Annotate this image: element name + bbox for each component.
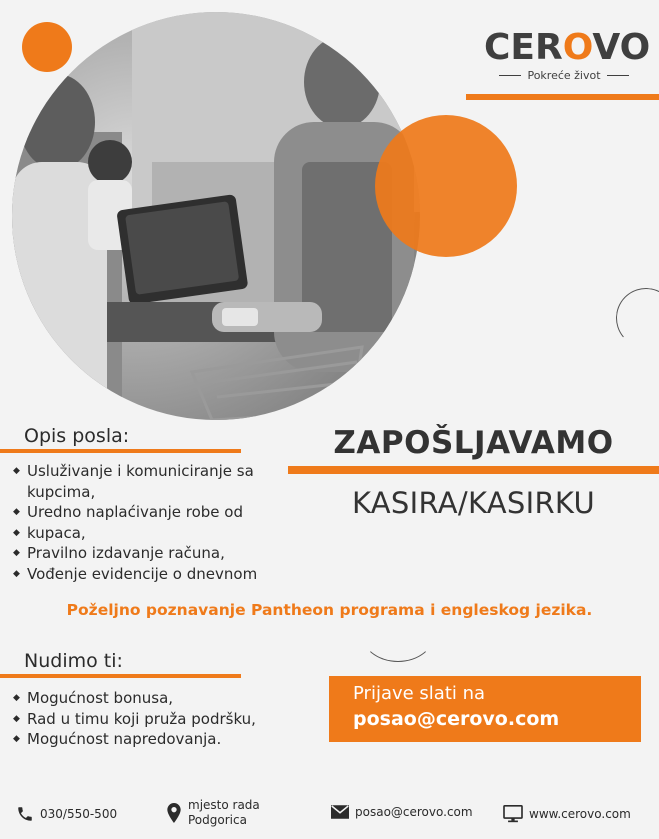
list-item: kupcima, — [27, 482, 96, 501]
contact-email[interactable] — [331, 805, 473, 819]
website-text: www.cerovo.com — [529, 807, 631, 821]
list-item: ◆ Rad u timu koji pruža podršku, — [13, 709, 313, 730]
offer-heading: Nudimo ti: — [24, 650, 123, 672]
heading-underline — [0, 449, 241, 453]
requirements-note: Poželjno poznavanje Pantheon programa i engleskog jezika. — [66, 601, 593, 619]
list-item: ◆ Uredno naplaćivanje robe od — [13, 502, 288, 523]
job-description-list — [13, 461, 288, 584]
monitor-icon — [503, 805, 523, 823]
cerovo-logo — [484, 27, 651, 82]
list-item: ◆ kupaca, — [13, 523, 288, 544]
location-city: Podgorica — [188, 813, 247, 827]
phone-text: 030/550-500 — [40, 807, 118, 821]
offer-list — [13, 688, 313, 750]
list-item: ◆ Mogućnost bonusa, — [13, 688, 313, 709]
decorative-arc — [613, 285, 659, 350]
contact-website[interactable] — [503, 805, 631, 823]
cashier-photo — [12, 12, 420, 420]
list-item: ◆ Vođenje evidencije o dnevnom — [13, 564, 288, 585]
apply-box — [329, 676, 641, 742]
list-item: ◆ Mogućnost napredovanja. — [13, 729, 313, 750]
logo-tagline: Pokreće život — [484, 69, 644, 82]
list-item: ◆ Pravilno izdavanje računa, — [13, 543, 288, 564]
contact-location — [166, 798, 260, 828]
phone-icon — [16, 805, 34, 823]
decorative-orange-circle — [375, 115, 517, 257]
location-pin-icon — [166, 803, 182, 823]
apply-email-link[interactable]: posao@cerovo.com — [353, 708, 560, 730]
logo-underline-bar — [466, 94, 659, 100]
envelope-icon — [331, 805, 349, 819]
heading-underline — [0, 674, 241, 678]
job-description-heading: Opis posla: — [24, 425, 130, 447]
email-text: posao@cerovo.com — [355, 805, 473, 819]
headline-title: ZAPOŠLJAVAMO — [333, 425, 614, 461]
logo-wordmark: CEROVO — [484, 27, 651, 68]
contact-phone[interactable] — [16, 805, 117, 823]
apply-label: Prijave slati na — [353, 683, 486, 704]
headline-bar — [288, 466, 659, 474]
location-label: mjesto rada — [188, 798, 260, 812]
headline-subtitle: KASIRA/KASIRKU — [351, 486, 595, 520]
list-item: ◆ Usluživanje i komuniciranje sa — [13, 461, 288, 482]
